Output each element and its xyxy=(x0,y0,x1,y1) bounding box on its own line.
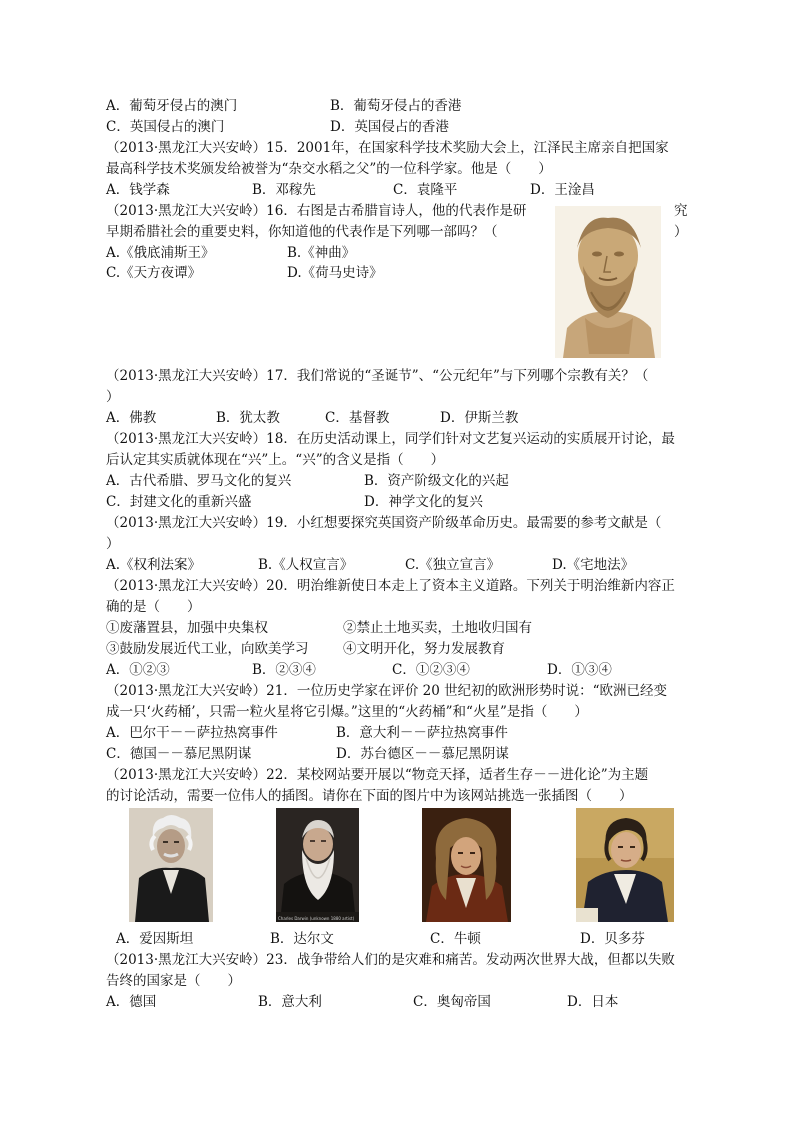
q16-stem-tail: 究 xyxy=(674,203,688,219)
q19-option-a: A.《权利法案》 xyxy=(106,557,202,573)
q19-option-c: C.《独立宣言》 xyxy=(405,557,501,573)
q20-option-c: C．①②③④ xyxy=(392,662,470,678)
q18-option-a: A．古代希腊、罗马文化的复兴 xyxy=(106,473,292,489)
q20-item-4: ④文明开化，努力发展教育 xyxy=(343,641,505,657)
q16-option-a: A.《俄底浦斯王》 xyxy=(106,245,215,261)
q21-stem: （2013·黑龙江大兴安岭）21．一位历史学家在评价 20 世纪初的欧洲形势时说：“欧洲已经变 xyxy=(106,683,667,699)
q20-item-3: ③鼓励发展近代工业，向欧美学习 xyxy=(106,641,309,657)
q15-option-b: B．邓稼先 xyxy=(252,182,316,198)
q15-stem: （2013·黑龙江大兴安岭）15．2001年，在国家科学技术奖励大会上，江泽民主席亲自把国家 xyxy=(106,140,669,156)
q14-option-a: A．葡萄牙侵占的澳门 xyxy=(106,98,238,114)
newton-portrait xyxy=(422,808,511,922)
q17-option-d: D．伊斯兰教 xyxy=(440,410,519,426)
q17-stem: （2013·黑龙江大兴安岭）17．我们常说的“圣诞节”、“公元纪年”与下列哪个宗教有关？（ xyxy=(106,368,649,384)
q18-option-d: D．神学文化的复兴 xyxy=(364,494,483,510)
q18-option-b: B．资产阶级文化的兴起 xyxy=(364,473,509,489)
q20-item-2: ②禁止土地买卖，土地收归国有 xyxy=(343,620,532,636)
q23-stem: （2013·黑龙江大兴安岭）23．战争带给人们的是灾难和痛苦。发动两次世界大战，但都以失败 xyxy=(106,952,675,968)
q15-option-a: A．钱学森 xyxy=(106,182,170,198)
q16-option-d: D.《荷马史诗》 xyxy=(287,265,383,281)
q19-stem-paren: ） xyxy=(106,536,120,552)
q23-stem-cont: 告终的国家是（ ） xyxy=(106,973,241,989)
q16-option-b: B.《神曲》 xyxy=(287,245,356,261)
q22-option-c: C．牛顿 xyxy=(430,931,481,947)
q14-option-d: D．英国侵占的香港 xyxy=(330,119,449,135)
q21-option-d: D．苏台德区－－慕尼黑阴谋 xyxy=(336,746,509,762)
q20-option-b: B．②③④ xyxy=(252,662,316,678)
q21-option-b: B．意大利－－萨拉热窝事件 xyxy=(336,725,508,741)
q22-stem: （2013·黑龙江大兴安岭）22．某校网站要开展以“物竞天择，适者生存－－进化论”为主题 xyxy=(106,767,649,783)
q18-stem: （2013·黑龙江大兴安岭）18．在历史活动课上，同学们针对文艺复兴运动的实质展开讨论，最 xyxy=(106,431,675,447)
q23-option-b: B．意大利 xyxy=(258,994,322,1010)
q22-option-d: D．贝多芬 xyxy=(580,931,645,947)
q16-stem-cont: 早期希腊社会的重要史料，你知道他的代表作是下列哪一部吗？（ xyxy=(106,224,498,240)
q17-option-b: B．犹太教 xyxy=(216,410,280,426)
darwin-photo-caption: Charles Darwin (unknown 1880 artist) xyxy=(278,916,355,921)
q23-option-c: C．奥匈帝国 xyxy=(413,994,491,1010)
q16-stem: （2013·黑龙江大兴安岭）16．右图是古希腊盲诗人，他的代表作是研 xyxy=(106,203,527,219)
q17-stem-paren: ） xyxy=(106,389,120,405)
q15-option-d: D．王淦昌 xyxy=(530,182,595,198)
q21-stem-cont: 成一只‘火药桶’，只需一粒火星将它引爆。”这里的“火药桶”和“火星”是指（ ） xyxy=(106,704,588,720)
q20-stem-cont: 确的是（ ） xyxy=(106,599,201,615)
q22-option-a: A．爱因斯坦 xyxy=(116,931,194,947)
darwin-photo xyxy=(276,808,359,922)
q21-option-c: C．德国－－慕尼黑阴谋 xyxy=(106,746,252,762)
homer-bust-image xyxy=(555,206,661,358)
q14-option-b: B．葡萄牙侵占的香港 xyxy=(330,98,462,114)
q14-option-c: C．英国侵占的澳门 xyxy=(106,119,225,135)
q18-option-c: C．封建文化的重新兴盛 xyxy=(106,494,252,510)
q20-option-d: D．①③④ xyxy=(547,662,612,678)
q23-option-d: D．日本 xyxy=(567,994,619,1010)
q19-option-b: B.《人权宣言》 xyxy=(258,557,354,573)
einstein-photo xyxy=(129,808,213,922)
q17-option-a: A．佛教 xyxy=(106,410,157,426)
q21-option-a: A．巴尔干－－萨拉热窝事件 xyxy=(106,725,278,741)
q19-stem: （2013·黑龙江大兴安岭）19．小红想要探究英国资产阶级革命历史。最需要的参考文献是（ xyxy=(106,515,662,531)
q20-stem: （2013·黑龙江大兴安岭）20．明治维新使日本走上了资本主义道路。下列关于明治维新内容正 xyxy=(106,578,675,594)
q22-stem-cont: 的讨论活动，需要一位伟人的插图。请你在下面的图片中为该网站挑选一张插图（ ） xyxy=(106,788,633,804)
q20-option-a: A．①②③ xyxy=(106,662,170,678)
q15-option-c: C．袁隆平 xyxy=(393,182,458,198)
q19-option-d: D.《宅地法》 xyxy=(552,557,635,573)
q23-option-a: A．德国 xyxy=(106,994,157,1010)
q20-item-1: ①废藩置县，加强中央集权 xyxy=(106,620,268,636)
q17-option-c: C．基督教 xyxy=(325,410,390,426)
q18-stem-cont: 后认定其实质就体现在“兴”上。“兴”的含义是指（ ） xyxy=(106,452,445,468)
q16-option-c: C.《天方夜谭》 xyxy=(106,265,202,281)
q22-option-b: B．达尔文 xyxy=(270,931,334,947)
q15-stem-cont: 最高科学技术奖颁发给被誉为“杂交水稻之父”的一位科学家。他是（ ） xyxy=(106,161,552,177)
q16-stem-paren: ） xyxy=(674,224,688,240)
beethoven-portrait xyxy=(576,808,674,922)
